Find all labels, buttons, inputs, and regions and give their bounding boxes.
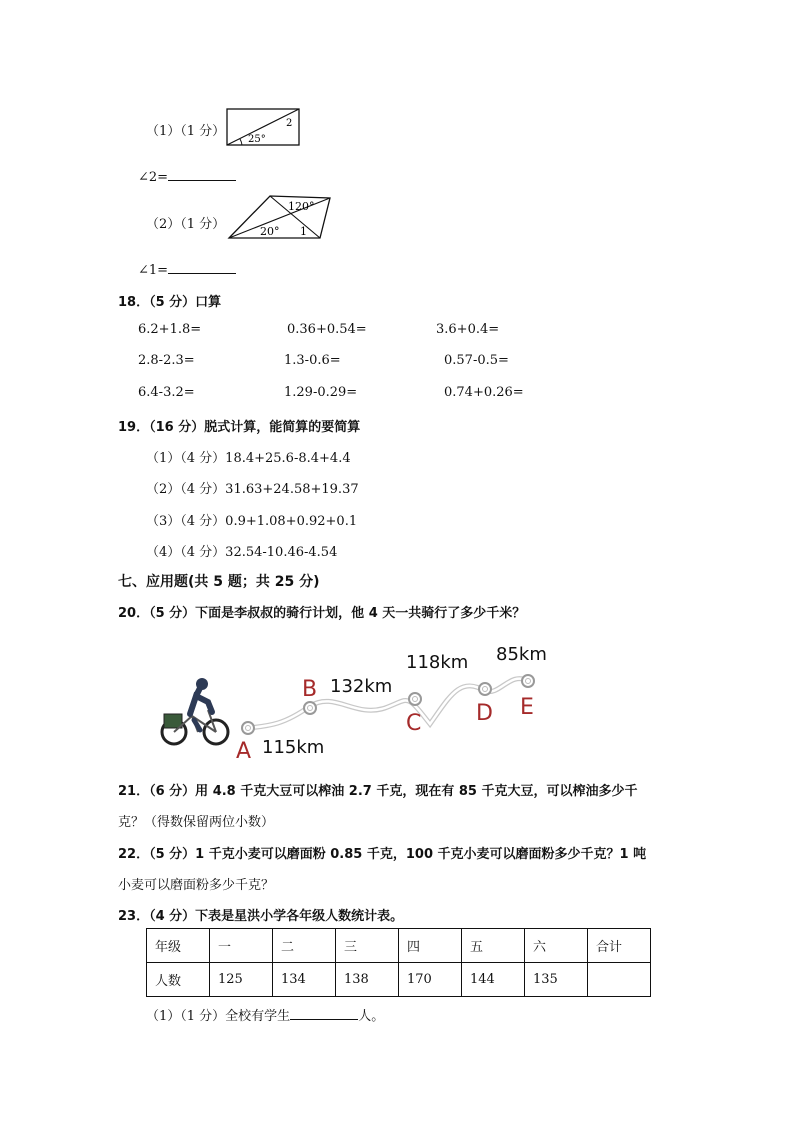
q23-sub1-blank[interactable] (290, 1007, 358, 1020)
table-cell: 一 (210, 929, 273, 963)
q18-r2-c2: 1.3-0.6= (284, 353, 341, 368)
point-A: A (236, 739, 252, 764)
table-cell: 二 (273, 929, 336, 963)
q18-r2-c1: 2.8-2.3= (138, 353, 195, 368)
table-cell: 170 (399, 963, 462, 997)
q18-r3-c3: 0.74+0.26= (444, 385, 524, 400)
q17-parallelogram-figure (226, 192, 334, 242)
q17-part1-label: （1）（1 分） (146, 124, 226, 139)
q17-answer-1-label: ∠2= (138, 170, 169, 185)
q17-answer-1-blank[interactable] (168, 168, 236, 181)
point-D: D (476, 701, 493, 726)
table-cell: 三 (336, 929, 399, 963)
q23-sub1-suffix: 人。 (358, 1009, 385, 1024)
section7-title: 七、应用题(共 5 题；共 25 分) (118, 574, 320, 590)
table-cell: 人数 (147, 963, 210, 997)
q18-r3-c1: 6.4-3.2= (138, 385, 195, 400)
q19-item-1: （1）（4 分）18.4+25.6-8.4+4.4 (146, 451, 351, 466)
q19-item-4: （4）（4 分）32.54-10.46-4.54 (146, 545, 338, 560)
q17-rectangle-figure (224, 106, 304, 148)
q21-line2: 克？（得数保留两位小数） (118, 815, 275, 830)
table-header-row (147, 929, 651, 963)
table-cell: 134 (273, 963, 336, 997)
table-cell: 125 (210, 963, 273, 997)
q22-line1: 22．（5 分）1 千克小麦可以磨面粉 0.85 千克，100 千克小麦可以磨面粉多少千克？1 吨 (118, 847, 647, 862)
q18-r1-c2: 0.36+0.54= (287, 322, 367, 337)
q18-r1-c1: 6.2+1.8= (138, 322, 202, 337)
q22-line2: 小麦可以磨面粉多少千克？ (118, 878, 275, 893)
q18-header: 18．（5 分）口算 (118, 295, 222, 310)
q17-part2-label: （2）（1 分） (146, 217, 226, 232)
q23-text: 23．（4 分）下表是星洪小学各年级人数统计表。 (118, 909, 404, 924)
q19-header: 19．（16 分）脱式计算，能简算的要简算 (118, 420, 361, 435)
distance-B-C: 132km (330, 676, 393, 697)
q17-answer-1 (138, 168, 236, 185)
table-cell: 六 (525, 929, 588, 963)
q17-angle-1: 1 (300, 225, 307, 238)
table-cell: 144 (462, 963, 525, 997)
cyclist-icon (162, 678, 228, 744)
q20-route-figure (150, 636, 570, 764)
q17-angle-20: 20° (260, 225, 280, 238)
q19-item-3: （3）（4 分）0.9+1.08+0.92+0.1 (146, 514, 358, 529)
q17-answer-2-blank[interactable] (168, 261, 236, 274)
q19-item-2: （2）（4 分）31.63+24.58+19.37 (146, 482, 359, 497)
grade-stats-table (146, 928, 651, 997)
table-cell: 四 (399, 929, 462, 963)
q20-text: 20．（5 分）下面是李叔叔的骑行计划，他 4 天一共骑行了多少千米？ (118, 606, 526, 621)
distance-A-B: 115km (262, 737, 325, 758)
q17-angle-25: 25° (248, 134, 266, 145)
total-cell[interactable] (588, 963, 651, 997)
q18-r3-c2: 1.29-0.29= (284, 385, 358, 400)
q18-r2-c3: 0.57-0.5= (444, 353, 509, 368)
table-cell: 135 (525, 963, 588, 997)
q17-angle-120: 120° (288, 200, 315, 213)
distance-D-E: 85km (496, 644, 547, 665)
q17-answer-2-label: ∠1= (138, 263, 169, 278)
q21-line1: 21．（6 分）用 4.8 千克大豆可以榨油 2.7 千克，现在有 85 千克大豆，可以榨油多少千 (118, 784, 638, 799)
q18-r1-c3: 3.6+0.4= (436, 322, 500, 337)
point-B: B (302, 677, 318, 702)
q23-sub1-prefix: （1）（1 分）全校有学生 (146, 1009, 291, 1024)
point-C: C (406, 711, 422, 736)
table-cell: 138 (336, 963, 399, 997)
table-cell: 合计 (588, 929, 651, 963)
q23-sub1 (146, 1005, 384, 1024)
q17-angle-2: 2 (286, 118, 293, 129)
point-E: E (520, 695, 534, 720)
table-row (147, 963, 651, 997)
table-cell: 年级 (147, 929, 210, 963)
q17-answer-2 (138, 261, 236, 278)
table-cell: 五 (462, 929, 525, 963)
distance-C-D: 118km (406, 652, 469, 673)
